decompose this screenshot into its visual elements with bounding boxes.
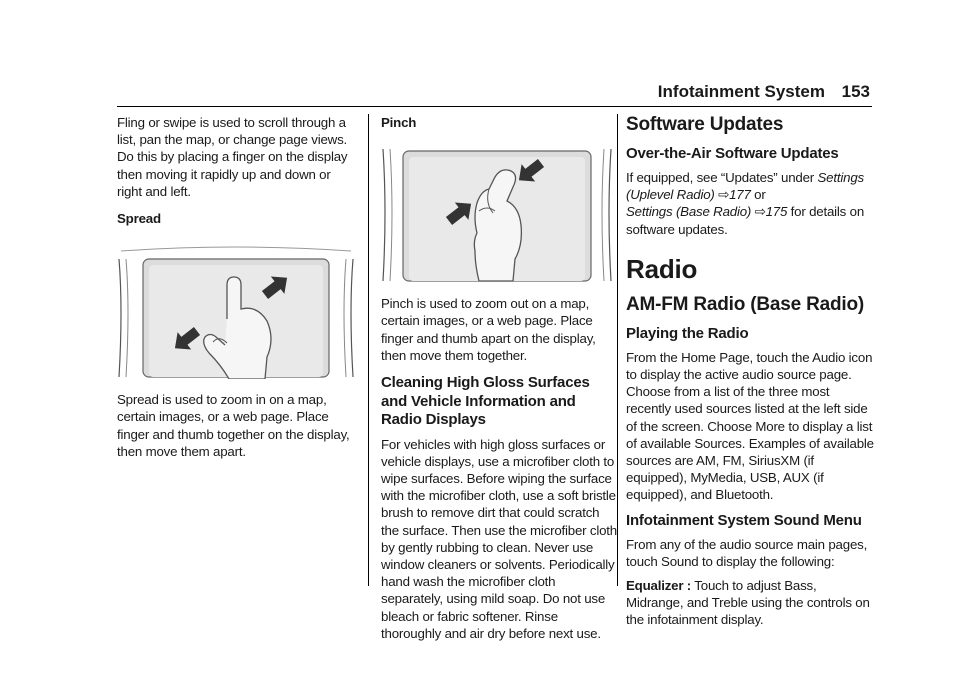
settings-uplevel-link[interactable]: Settings (Uplevel Radio) [626, 170, 864, 203]
equalizer-paragraph [626, 577, 876, 629]
ota-heading: Over-the-Air Software Updates [626, 145, 839, 162]
ota-or: or [750, 187, 766, 203]
pinch-paragraph: Pinch is used to zoom out on a map, certain images, or a web page. Place finger and thumb apart on the display, then move them together. [381, 296, 596, 363]
equalizer-text: Touch to adjust Bass, Midrange, and Treble using the controls on the infotainment display. [626, 578, 870, 628]
spread-paragraph: Spread is used to zoom in on a map, certain images, or a web page. Place finger and thumb together on the display, then move them apart. [117, 392, 350, 459]
pinch-label: Pinch [381, 115, 417, 130]
page-header [0, 80, 960, 110]
settings-base-link[interactable]: Settings (Base Radio) [626, 204, 752, 220]
section-title: Infotainment System [657, 82, 825, 101]
ota-post: for details on software updates. [626, 204, 865, 237]
cleaning-paragraph: For vehicles with high gloss surfaces or vehicle displays, use a microfiber cloth to wipe surfaces. Before wiping the surface with the microfiber cloth, use a soft bristle brush to remove dirt that could scratch the surface. Then use the microfiber cloth by gently rubbing to clean. Never use window cleaners or solvents. Periodically hand wash the microfiber cloth separately, using mild soap. Do not use bleach or fabric softener. Rinse thoroughly and air dry before next use. [381, 436, 617, 641]
column-middle [381, 114, 619, 649]
cleaning-heading: Cleaning High Gloss Surfaces and Vehicle Information and Radio Displays [381, 374, 590, 429]
column-divider [368, 114, 369, 586]
pinch-gesture-illustration [381, 141, 613, 283]
software-updates-heading: Software Updates [626, 114, 784, 135]
amfm-heading: AM-FM Radio (Base Radio) [626, 293, 864, 315]
page-ref-177[interactable]: 177 [729, 187, 751, 203]
column-left [117, 114, 355, 467]
radio-heading: Radio [626, 253, 698, 284]
sound-menu-heading: Infotainment System Sound Menu [626, 511, 862, 529]
ota-paragraph [626, 169, 876, 238]
ota-text: If equipped, see “Updates” under [626, 170, 818, 185]
fling-paragraph: Fling or swipe is used to scroll through a list, pan the map, or change page views. Do this by placing a finger on the display then moving it rapidly up and down or right and left. [117, 115, 348, 199]
page-ref-175[interactable]: 175 [765, 204, 788, 220]
equalizer-label: Equalizer : [626, 578, 692, 594]
spread-label: Spread [117, 211, 161, 227]
spread-gesture-illustration [117, 239, 355, 379]
page-ref-arrow-icon: ⇨ [718, 187, 730, 203]
playing-radio-paragraph: From the Home Page, touch the Audio icon to display the active audio source page. Choose from a list of the three most recently used sources listed at the left side of the screen. Choose More to display a list of available Sources. Examples of available sources are AM, FM, SiriusXM (if equipped), MyMedia, USB, AUX (if equipped), and Bluetooth. [626, 349, 874, 503]
header-rule [117, 106, 872, 107]
page-ref-arrow-icon: ⇨ [754, 204, 766, 220]
column-right [626, 114, 876, 636]
playing-radio-heading: Playing the Radio [626, 324, 749, 342]
page-number: 153 [841, 82, 870, 101]
sound-menu-paragraph: From any of the audio source main pages, touch Sound to display the following: [626, 536, 868, 569]
